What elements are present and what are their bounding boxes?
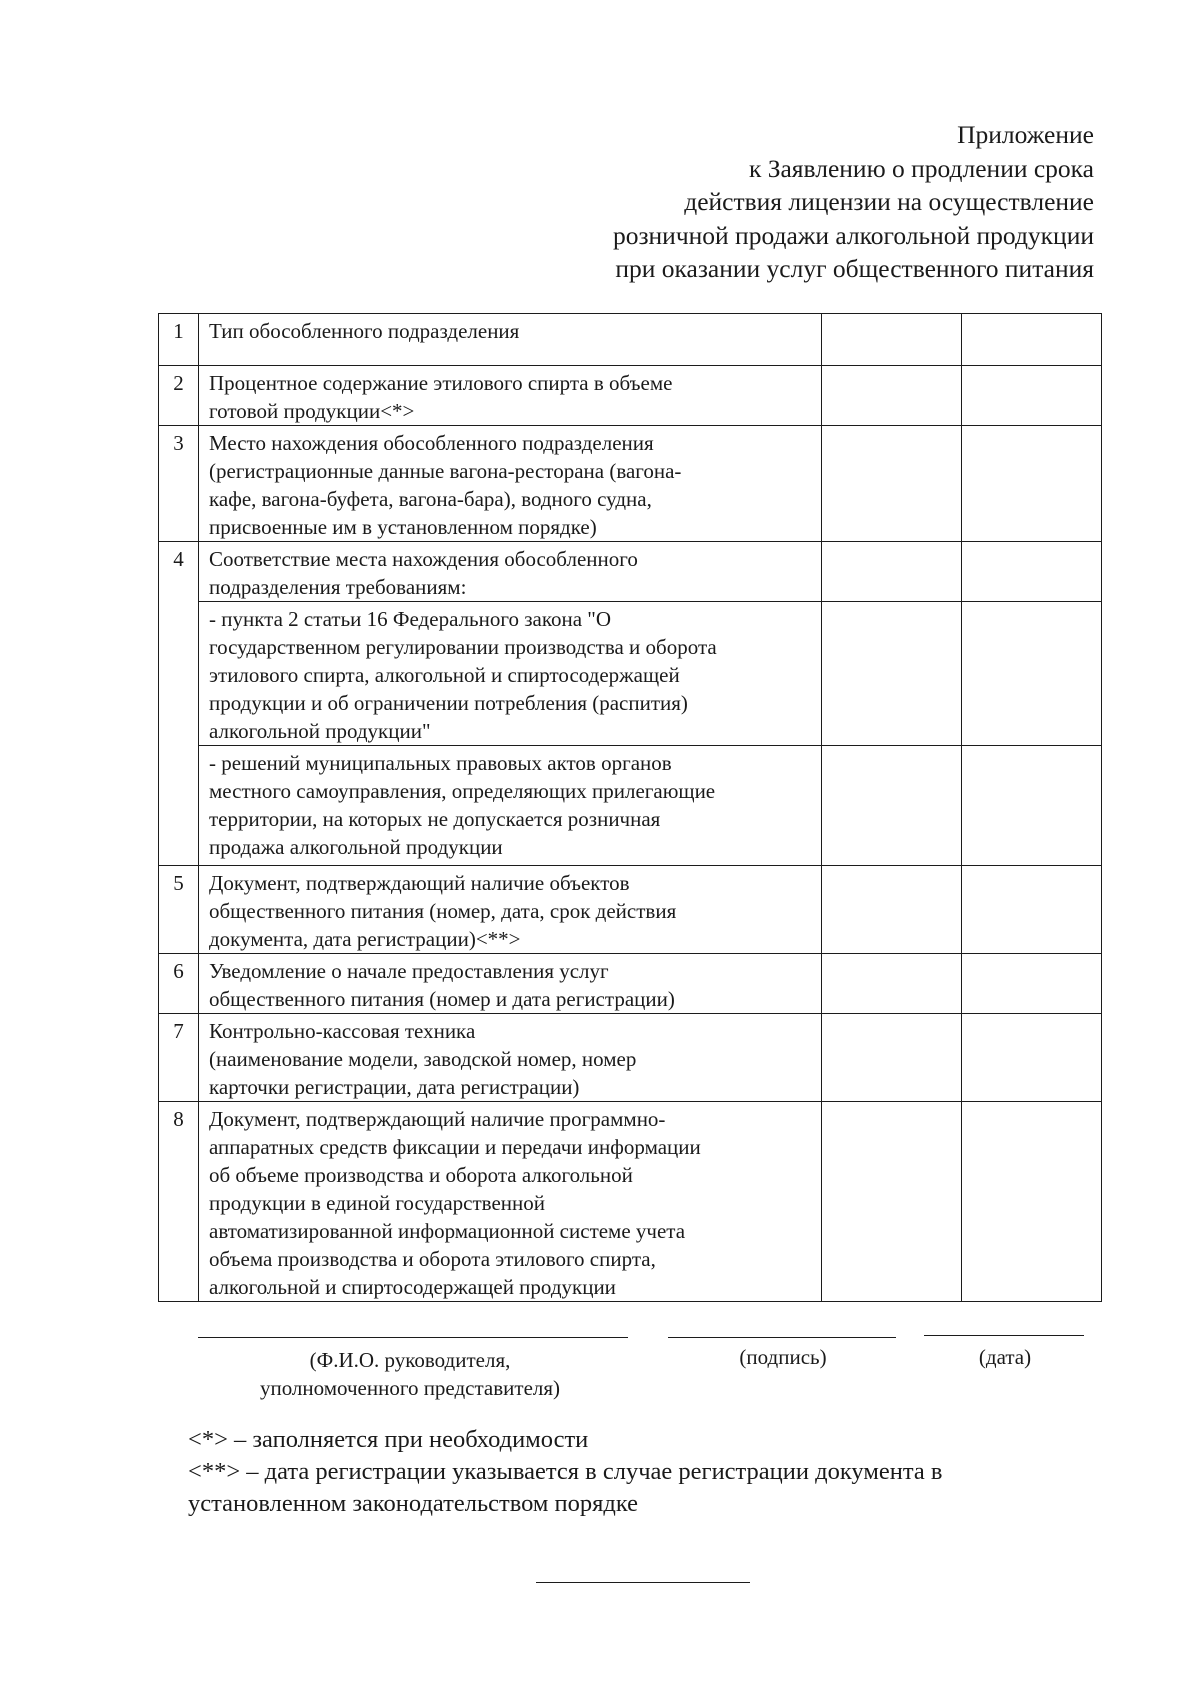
signature-caption: (подпись) <box>739 1345 827 1369</box>
header-title: Приложение <box>957 120 1094 149</box>
row-description: Документ, подтверждающий наличие объектов общественного питания (номер, дата, срок действия документа, дата регистрации)<**> <box>199 866 822 954</box>
table-row <box>159 366 1102 426</box>
row-number: 4 <box>159 542 199 866</box>
footnotes <box>188 1424 942 1520</box>
value-cell[interactable] <box>822 1102 962 1302</box>
name-signature-line[interactable] <box>198 1337 628 1338</box>
closing-divider <box>536 1582 750 1583</box>
footnote: <**> – дата регистрации указывается в случае регистрации документа в <box>188 1458 943 1485</box>
table-row <box>159 542 1102 602</box>
value-cell[interactable] <box>962 866 1102 954</box>
footnote: установленном законодательством порядке <box>188 1490 639 1517</box>
date-line[interactable] <box>924 1335 1084 1336</box>
table-row <box>159 954 1102 1014</box>
value-cell[interactable] <box>822 746 962 866</box>
value-cell[interactable] <box>822 314 962 366</box>
row-number: 5 <box>159 866 199 954</box>
table-row <box>159 426 1102 542</box>
row-description: Документ, подтверждающий наличие программно- аппаратных средств фиксации и передачи информации об объеме производства и оборота алкогольной продукции в единой государственной автоматизированной информационной системе учета объема производства и оборота этилового спирта, алкогольной и спиртосодержащей продукции <box>199 1102 822 1302</box>
value-cell[interactable] <box>962 954 1102 1014</box>
header-line: при оказании услуг общественного питания <box>615 254 1094 283</box>
row-number: 1 <box>159 314 199 366</box>
table-row <box>159 314 1102 366</box>
row-number: 3 <box>159 426 199 542</box>
row-number: 2 <box>159 366 199 426</box>
row-number: 8 <box>159 1102 199 1302</box>
value-cell[interactable] <box>962 746 1102 866</box>
header-line: к Заявлению о продлении срока <box>748 153 1094 183</box>
table-row <box>159 866 1102 954</box>
value-cell[interactable] <box>822 866 962 954</box>
row-description: Контрольно-кассовая техника (наименование модели, заводской номер, номер карточки регистрации, дата регистрации) <box>199 1014 822 1102</box>
value-cell[interactable] <box>962 314 1102 366</box>
table-row <box>159 602 1102 746</box>
footnote: <*> – заполняется при необходимости <box>188 1426 589 1453</box>
header-line: действия лицензии на осуществление <box>684 187 1094 216</box>
signature-line[interactable] <box>668 1337 896 1338</box>
row-description: Тип обособленного подразделения <box>199 314 822 366</box>
row-description: Соответствие места нахождения обособленного подразделения требованиям: <box>199 542 822 602</box>
name-caption: (Ф.И.О. руководителя, уполномоченного представителя) <box>259 1348 561 1400</box>
date-caption: (дата) <box>978 1345 1032 1369</box>
table-row <box>159 746 1102 866</box>
value-cell[interactable] <box>822 1014 962 1102</box>
value-cell[interactable] <box>822 542 962 602</box>
value-cell[interactable] <box>962 602 1102 746</box>
table-row <box>159 1014 1102 1102</box>
row-description: Уведомление о начале предоставления услуг общественного питания (номер и дата регистрации) <box>199 954 822 1014</box>
value-cell[interactable] <box>962 1014 1102 1102</box>
header-line: розничной продажи алкогольной продукции <box>612 220 1094 250</box>
row-description: Процентное содержание этилового спирта в объеме готовой продукции<*> <box>199 366 822 426</box>
row-number: 7 <box>159 1014 199 1102</box>
value-cell[interactable] <box>962 1102 1102 1302</box>
row-description: - пункта 2 статьи 16 Федерального закона "О государственном регулировании производства и оборота этилового спирта, алкогольной и спиртосодержащей продукции и об ограничении потребления (распития) алкогольной продукции" <box>199 602 822 746</box>
value-cell[interactable] <box>962 542 1102 602</box>
row-description: Место нахождения обособленного подразделения (регистрационные данные вагона-ресторана (вагона- кафе, вагона-буфета, вагона-бара), водного судна, присвоенные им в установленном порядке) <box>199 426 822 542</box>
value-cell[interactable] <box>822 602 962 746</box>
value-cell[interactable] <box>822 366 962 426</box>
value-cell[interactable] <box>962 426 1102 542</box>
document-header <box>613 118 1094 286</box>
value-cell[interactable] <box>822 426 962 542</box>
license-info-table <box>158 313 1102 1302</box>
value-cell[interactable] <box>962 366 1102 426</box>
row-number: 6 <box>159 954 199 1014</box>
row-description: - решений муниципальных правовых актов органов местного самоуправления, определяющих прилегающие территории, на которых не допускается розничная продажа алкогольной продукции <box>199 746 822 866</box>
table-row <box>159 1102 1102 1302</box>
value-cell[interactable] <box>822 954 962 1014</box>
